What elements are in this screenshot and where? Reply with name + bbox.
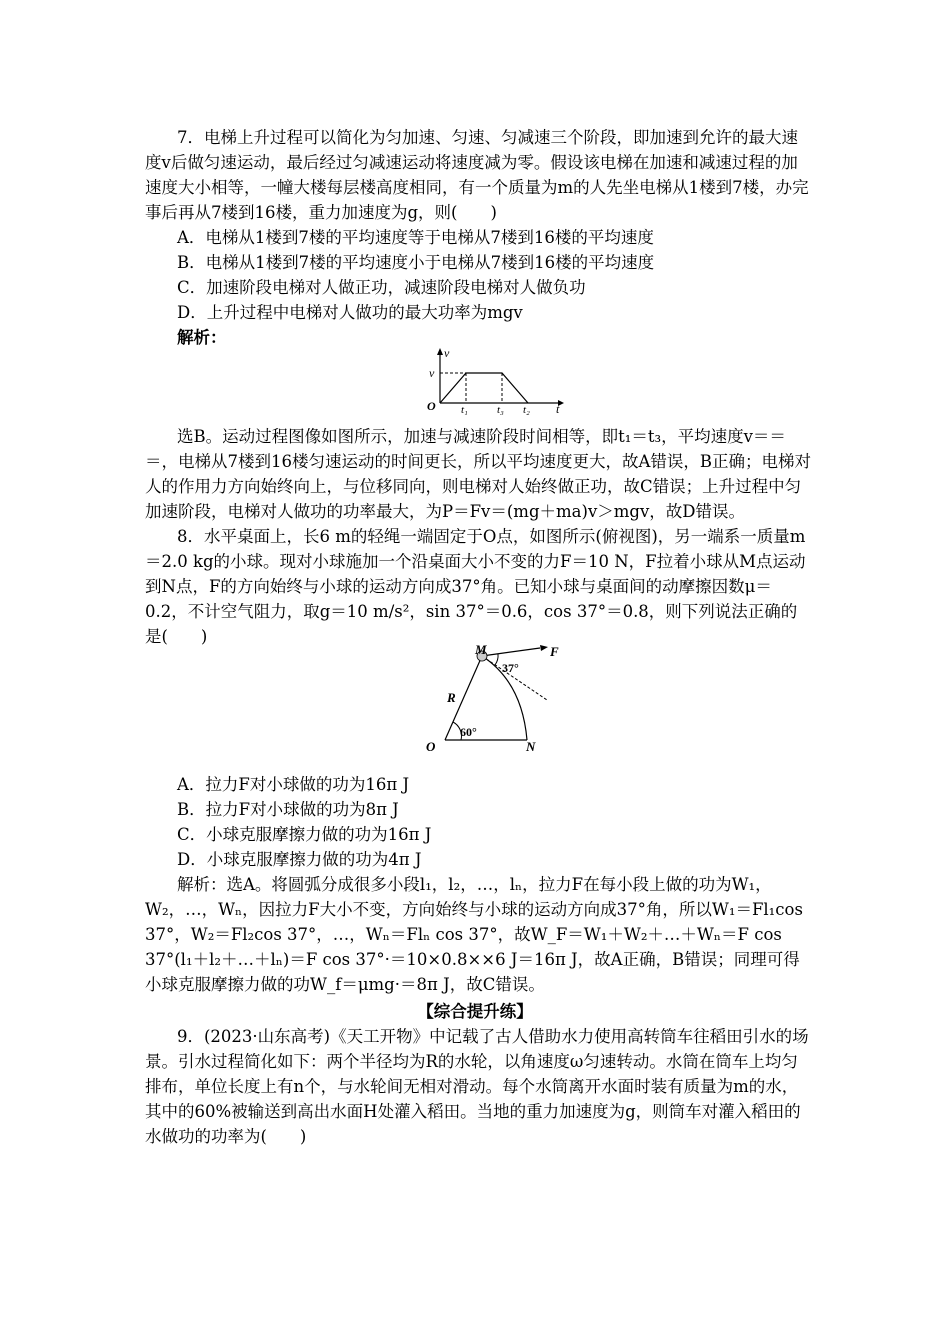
q8-figure xyxy=(420,642,570,757)
q8-stem: 8．水平桌面上，长6 m的轻绳一端固定于O点，如图所示(俯视图)，另一端系一质量m＝2.0 kg的小球。现对小球施加一个沿桌面大小不变的力F＝10 N，F拉着小球从M点运动到N点，F的方向始终与小球的运动方向成37°角。已知小球与桌面间的动摩擦因数μ＝0.2，不计空气阻力，取g＝10 m/s²，sin 37°＝0.6，cos 37°＝0.8，则下列说法正确的是( ) xyxy=(145,527,806,646)
fig-label-60: 60° xyxy=(460,725,477,739)
graph-label-t-axis: t xyxy=(556,402,560,415)
q7-stem: 7．电梯上升过程可以简化为匀加速、匀速、匀减速三个阶段，即加速到允许的最大速度v后做匀速运动，最后经过匀减速运动将速度减为零。假设该电梯在加速和减速过程的加速度大小相等，一幢大楼每层楼高度相同，有一个质量为m的人先坐电梯从1楼到7楼，办完事后再从7楼到16楼，重力加速度为g，则( ) xyxy=(145,128,809,222)
graph-velocity-curve xyxy=(440,373,528,403)
fig-label-r: R xyxy=(447,690,456,705)
q8-option-a: A．拉力F对小球做的功为16π J xyxy=(177,775,410,794)
fig-label-37: 37° xyxy=(502,661,519,675)
fig-force-arrowhead xyxy=(540,645,548,651)
section-title: 【综合提升练】 xyxy=(417,1002,533,1021)
q7-analysis-label: 解析： xyxy=(177,328,227,347)
q7-option-c: C．加速阶段电梯对人做正功，减速阶段电梯对人做负功 xyxy=(177,278,586,297)
q7-explanation: 选B。运动过程图像如图所示，加速与减速阶段时间相等，即t₁＝t₃，平均速度v＝＝＝，电梯从7楼到16楼匀速运动的时间更长，所以平均速度更大，故A错误，B正确；电梯对人的作用力方向始终向上，与位移同向，则电梯对人始终做正功，故C错误；上升过程中匀加速阶段，电梯对人做功的功率最大，为P＝Fv＝(mg＋ma)v＞mgv，故D错误。 xyxy=(145,427,812,521)
q8-analysis: 解析：选A。将圆弧分成很多小段l₁，l₂，…，lₙ，拉力F在每小段上做的功为W₁，W₂，…，Wₙ，因拉力F大小不变，方向始终与小球的运动方向成37°角，所以W₁＝Fl₁cos 37°，W₂＝Fl₂cos 37°，…，Wₙ＝Flₙ cos 37°，故W_F＝W₁＋W₂＋…＋Wₙ＝F cos 37°(l₁＋l₂＋…＋lₙ)＝F cos 37°·＝10×0.8××6 J＝16π J，故A正确，B错误；同理可得小球克服摩擦力做的功W_f＝μmg·＝8π J，故C错误。 xyxy=(145,875,803,994)
fig-force-arrow xyxy=(482,648,540,656)
fig-angle-37-arc xyxy=(495,654,498,665)
graph-label-t1: t₁ xyxy=(461,404,468,415)
q9-stem: 9．(2023·山东高考)《天工开物》中记载了古人借助水力使用高转筒车往稻田引水的场景。引水过程简化如下：两个半径均为R的水轮，以角速度ω匀速转动。水筒在筒车上均匀排布，单位长度上有n个，与水轮间无相对滑动。每个水筒离开水面时装有质量为m的水，其中的60%被输送到高出水面H处灌入稻田。当地的重力加速度为g，则筒车对灌入稻田的水做功的功率为( ) xyxy=(145,1027,809,1146)
graph-label-o: O xyxy=(427,399,436,413)
graph-label-v-axis: v xyxy=(444,346,450,360)
fig-label-m: M xyxy=(475,642,487,657)
q8-option-d: D．小球克服摩擦力做的功为4π J xyxy=(177,850,422,869)
q7-option-d: D．上升过程中电梯对人做功的最大功率为mgv xyxy=(177,303,523,322)
q7-option-a: A．电梯从1楼到7楼的平均速度等于电梯从7楼到16楼的平均速度 xyxy=(177,228,654,247)
graph-label-t2: t₂ xyxy=(523,404,530,415)
fig-label-o: O xyxy=(426,739,436,754)
graph-label-t3: t₃ xyxy=(497,404,504,415)
graph-y-arrow xyxy=(437,348,443,355)
graph-label-v: v xyxy=(429,366,435,380)
q8-option-b: B．拉力F对小球做的功为8π J xyxy=(177,800,399,819)
q8-option-c: C．小球克服摩擦力做的功为16π J xyxy=(177,825,432,844)
fig-label-f: F xyxy=(550,644,559,659)
q7-option-b: B．电梯从1楼到7楼的平均速度小于电梯从7楼到16楼的平均速度 xyxy=(177,253,655,272)
q7-vt-graph xyxy=(420,345,570,415)
fig-label-n: N xyxy=(526,739,536,754)
